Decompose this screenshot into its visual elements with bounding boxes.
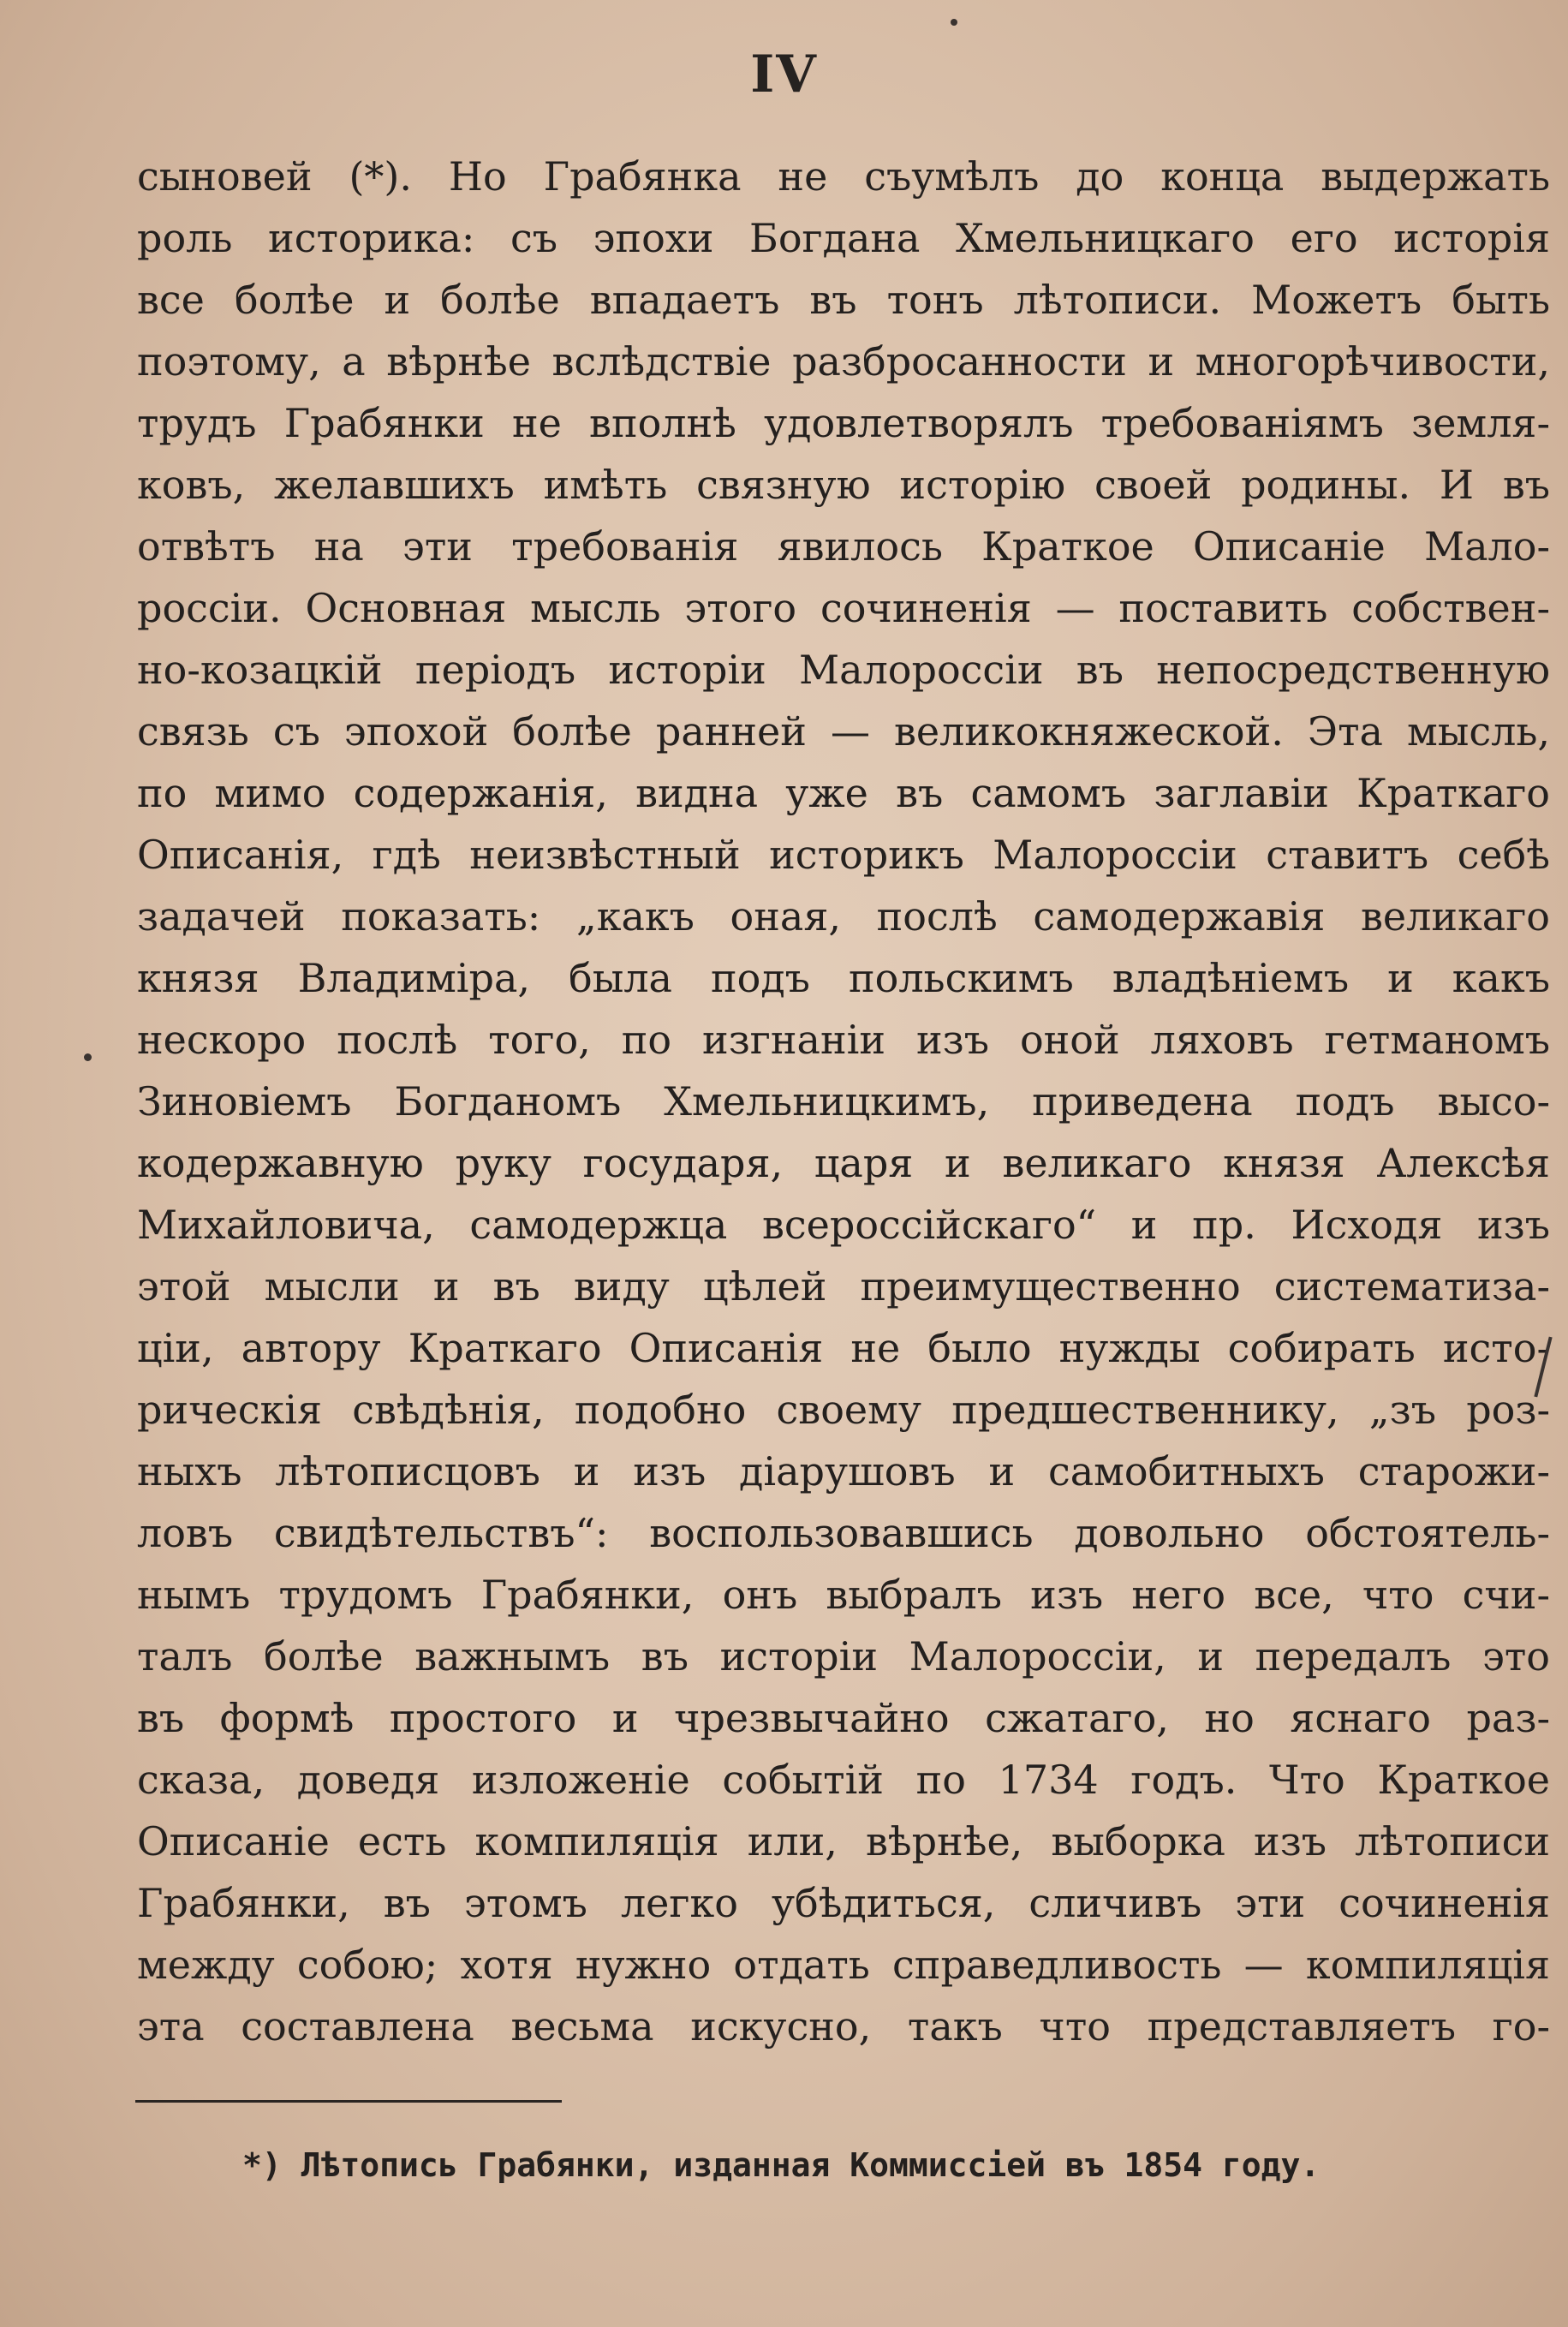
- footnote-rule: [135, 2100, 562, 2103]
- text-line: Описаніе есть компиляція или, вѣрнѣе, выборка изъ лѣтописи: [137, 1818, 1550, 1865]
- margin-mark-dot: [84, 1053, 92, 1061]
- text-line: рическія свѣдѣнія, подобно своему предшественнику, „зъ роз-: [137, 1387, 1550, 1433]
- text-line: нескоро послѣ того, по изгнаніи изъ оной ляховъ гетманомъ: [137, 1017, 1550, 1063]
- page-number: IV: [750, 45, 818, 104]
- text-line: въ формѣ простого и чрезвычайно сжатаго, но яснаго раз-: [137, 1695, 1550, 1741]
- text-line: по мимо содержанія, видна уже въ самомъ заглавіи Краткаго: [137, 770, 1550, 816]
- text-line: поэтому, а вѣрнѣе вслѣдствіе разбросанности и многорѣчивости,: [137, 338, 1550, 385]
- text-line: все болѣе и болѣе впадаетъ въ тонъ лѣтописи. Можетъ быть: [137, 277, 1550, 323]
- text-line: этой мысли и въ виду цѣлей преимущественно систематиза-: [137, 1263, 1550, 1310]
- text-line: но-козацкій періодъ исторіи Малороссіи въ непосредственную: [137, 647, 1550, 693]
- ink-speck: [951, 19, 957, 26]
- text-line: связь съ эпохой болѣе ранней — великокняжеской. Эта мысль,: [137, 708, 1550, 755]
- text-line: эта составлена весьма искусно, такъ что представляетъ го-: [137, 2003, 1550, 2050]
- footnote: *) Лѣтопись Грабянки, изданная Коммиссіей въ 1854 году.: [242, 2146, 1321, 2184]
- text-line: ныхъ лѣтописцовъ и изъ діарушовъ и самобитныхъ старожи-: [137, 1448, 1550, 1495]
- text-line: ціи, автору Краткаго Описанія не было нужды собирать исто-: [137, 1325, 1550, 1371]
- text-line: нымъ трудомъ Грабянки, онъ выбралъ изъ него все, что счи-: [137, 1572, 1550, 1618]
- text-line: Михайловича, самодержца всероссійскаго“ и пр. Исходя изъ: [137, 1202, 1550, 1248]
- text-line: трудъ Грабянки не вполнѣ удовлетворялъ требованіямъ земля-: [137, 400, 1550, 446]
- text-line: кодержавную руку государя, царя и великаго князя Алексѣя: [137, 1140, 1550, 1186]
- text-line: отвѣтъ на эти требованія явилось Краткое Описаніе Мало-: [137, 523, 1550, 570]
- text-line: Грабянки, въ этомъ легко убѣдиться, сличивъ эти сочиненія: [137, 1880, 1550, 1926]
- text-line: князя Владиміра, была подъ польскимъ владѣніемъ и какъ: [137, 955, 1550, 1001]
- text-line: ловъ свидѣтельствъ“: воспользовавшись довольно обстоятель-: [137, 1510, 1550, 1556]
- text-line: сыновей (*). Но Грабянка не съумѣлъ до конца выдержать: [137, 153, 1550, 200]
- text-line: ковъ, желавшихъ имѣть связную исторію своей родины. И въ: [137, 462, 1550, 508]
- text-line: роль историка: съ эпохи Богдана Хмельницкаго его исторія: [137, 215, 1550, 261]
- text-line: задачей показать: „какъ оная, послѣ самодержавія великаго: [137, 893, 1550, 940]
- text-line: между собою; хотя нужно отдать справедливость — компиляція: [137, 1942, 1550, 1988]
- text-line: сказа, доведя изложеніе событій по 1734 годъ. Что Краткое: [137, 1757, 1550, 1803]
- text-line: Зиновіемъ Богданомъ Хмельницкимъ, приведена подъ высо-: [137, 1078, 1550, 1125]
- text-line: россіи. Основная мысль этого сочиненія — поставить собствен-: [137, 585, 1550, 631]
- text-line: Описанія, гдѣ неизвѣстный историкъ Малороссіи ставитъ себѣ: [137, 832, 1550, 878]
- text-line: талъ болѣе важнымъ въ исторіи Малороссіи, и передалъ это: [137, 1633, 1550, 1680]
